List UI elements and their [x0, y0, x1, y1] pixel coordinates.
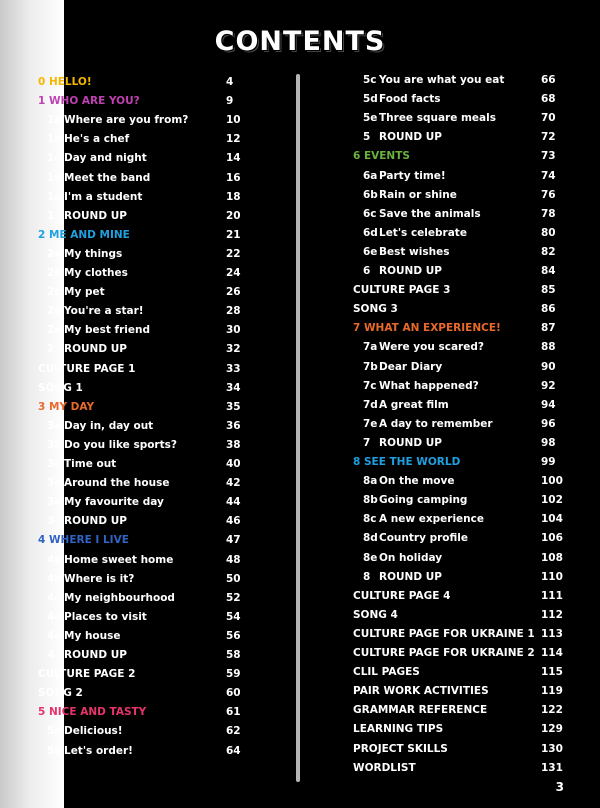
- entry-title: You are what you eat: [379, 74, 505, 86]
- entry-page-number: 32: [226, 343, 241, 356]
- entry-title: CULTURE PAGE FOR UKRAINE 1: [353, 627, 535, 640]
- entry-title: 0 HELLO!: [38, 76, 92, 88]
- entry-title: SONG 4: [353, 608, 398, 621]
- entry-page-number: 98: [541, 436, 556, 449]
- lesson-code: 6b: [363, 188, 378, 201]
- lesson-code: 8d: [363, 532, 378, 545]
- entry-title: Do you like sports?: [64, 438, 177, 451]
- entry-page-number: 78: [541, 207, 556, 220]
- entry-page-number: 100: [541, 475, 563, 488]
- entry-page-number: 58: [226, 649, 241, 661]
- entry-title: Meet the band: [64, 171, 151, 184]
- lesson-code: 2a: [47, 247, 62, 260]
- column-divider: [296, 74, 300, 782]
- entry-page-number: 62: [226, 725, 241, 738]
- lesson-code: 1a: [47, 114, 62, 127]
- entry-page-number: 119: [541, 685, 563, 698]
- lesson-code: 6d: [363, 226, 378, 239]
- entry-page-number: 33: [226, 362, 241, 375]
- entry-title: CULTURE PAGE 4: [353, 589, 451, 602]
- entry-page-number: 80: [541, 226, 556, 239]
- entry-title: You're a star!: [64, 305, 144, 318]
- entry-title: My things: [64, 247, 123, 260]
- lesson-code: 7d: [363, 398, 378, 411]
- entry-page-number: 24: [226, 267, 241, 279]
- entry-page-number: 76: [541, 188, 556, 201]
- entry-title: 1 WHO ARE YOU?: [38, 95, 140, 108]
- entry-page-number: 16: [226, 171, 241, 184]
- entry-page-number: 88: [541, 341, 556, 354]
- entry-title: My favourite day: [64, 496, 164, 509]
- entry-page-number: 56: [226, 629, 241, 642]
- entry-page-number: 14: [226, 152, 241, 165]
- entry-title: ROUND UP: [64, 343, 127, 356]
- lesson-code: 1b: [47, 133, 62, 146]
- entry-page-number: 52: [226, 591, 241, 604]
- entry-page-number: 66: [541, 74, 556, 86]
- entry-title: He's a chef: [64, 133, 130, 146]
- entry-title: ROUND UP: [379, 265, 442, 277]
- entry-page-number: 42: [226, 477, 241, 490]
- entry-page-number: 60: [226, 687, 241, 700]
- entry-title: WORDLIST: [353, 761, 416, 774]
- lesson-code: 8c: [363, 513, 377, 526]
- entry-title: Best wishes: [379, 245, 450, 258]
- lesson-code: 1e: [47, 190, 62, 203]
- lesson-code: 3b: [47, 438, 62, 451]
- page-number: 3: [555, 780, 564, 794]
- entry-page-number: 34: [226, 381, 241, 394]
- lesson-code: 2c: [47, 286, 61, 299]
- entry-page-number: 87: [541, 322, 556, 335]
- entry-page-number: 82: [541, 245, 556, 258]
- entry-page-number: 85: [541, 284, 556, 297]
- lesson-code: 6a: [363, 169, 378, 182]
- entry-page-number: 10: [226, 114, 241, 127]
- entry-title: GRAMMAR REFERENCE: [353, 704, 488, 717]
- entry-title: My best friend: [64, 324, 150, 337]
- entry-page-number: 35: [226, 400, 241, 413]
- entry-title: ROUND UP: [64, 515, 127, 528]
- entry-page-number: 115: [541, 666, 563, 679]
- entry-title: Time out: [64, 458, 117, 470]
- lesson-code: 3e: [47, 496, 62, 509]
- entry-page-number: 129: [541, 723, 563, 736]
- lesson-code: 3a: [47, 419, 62, 432]
- entry-title: CULTURE PAGE 1: [38, 362, 136, 375]
- lesson-code: 3: [47, 515, 55, 528]
- entry-title: PAIR WORK ACTIVITIES: [353, 685, 489, 698]
- entry-page-number: 54: [226, 610, 241, 623]
- entry-title: CULTURE PAGE 2: [38, 668, 136, 681]
- entry-title: A day to remember: [379, 417, 493, 430]
- entry-title: Day and night: [64, 152, 147, 165]
- lesson-code: 7c: [363, 379, 377, 392]
- entry-title: Food facts: [379, 93, 441, 106]
- entry-title: Where are you from?: [64, 114, 189, 127]
- lesson-code: 6e: [363, 245, 378, 258]
- entry-title: ROUND UP: [379, 570, 442, 583]
- lesson-code: 2e: [47, 324, 62, 337]
- lesson-code: 8b: [363, 494, 378, 507]
- entry-page-number: 26: [226, 286, 241, 299]
- lesson-code: 8e: [363, 551, 378, 564]
- entry-page-number: 38: [226, 438, 241, 451]
- lesson-code: 6: [363, 265, 371, 277]
- entry-title: 3 MY DAY: [38, 400, 95, 413]
- entry-page-number: 99: [541, 456, 556, 468]
- entry-title: 5 NICE AND TASTY: [38, 706, 147, 719]
- entry-title: Delicious!: [64, 725, 123, 738]
- lesson-code: 5b: [47, 744, 62, 757]
- entry-title: 2 ME AND MINE: [38, 228, 130, 241]
- entry-title: 4 WHERE I LIVE: [38, 534, 129, 547]
- lesson-code: 4b: [47, 572, 62, 585]
- entry-title: Going camping: [379, 494, 468, 507]
- entry-page-number: 86: [541, 303, 556, 316]
- entry-page-number: 22: [226, 247, 241, 260]
- entry-title: Let's order!: [64, 744, 133, 757]
- lesson-code: 3c: [47, 458, 61, 470]
- entry-title: Rain or shine: [379, 188, 457, 201]
- entry-page-number: 64: [226, 744, 241, 757]
- entry-title: CULTURE PAGE FOR UKRAINE 2: [353, 647, 535, 659]
- entry-page-number: 108: [541, 551, 563, 564]
- entry-page-number: 40: [226, 458, 241, 470]
- entry-page-number: 28: [226, 305, 241, 318]
- entry-page-number: 59: [226, 668, 241, 681]
- lesson-code: 1: [47, 209, 55, 222]
- entry-page-number: 110: [541, 570, 563, 583]
- entry-page-number: 70: [541, 112, 556, 125]
- entry-page-number: 44: [226, 496, 241, 509]
- entry-title: PROJECT SKILLS: [353, 742, 448, 755]
- entry-title: Where is it?: [64, 572, 135, 585]
- lesson-code: 3d: [47, 477, 62, 490]
- entry-page-number: 73: [541, 150, 556, 163]
- entry-title: On holiday: [379, 551, 443, 564]
- lesson-code: 2: [47, 343, 55, 356]
- entry-page-number: 122: [541, 704, 563, 717]
- entry-page-number: 74: [541, 169, 556, 182]
- entry-page-number: 113: [541, 627, 563, 640]
- lesson-code: 7e: [363, 417, 378, 430]
- entry-title: Country profile: [379, 532, 468, 545]
- lesson-code: 1c: [47, 152, 61, 165]
- lesson-code: 5e: [363, 112, 378, 125]
- entry-title: Three square meals: [379, 112, 496, 125]
- entry-page-number: 112: [541, 608, 563, 621]
- lesson-code: 7a: [363, 341, 378, 354]
- page-title: CONTENTS: [214, 26, 386, 57]
- entry-title: My pet: [64, 286, 105, 299]
- entry-title: My house: [64, 629, 121, 642]
- entry-title: ROUND UP: [64, 649, 127, 661]
- entry-title: ROUND UP: [64, 209, 127, 222]
- entry-title: SONG 2: [38, 687, 83, 700]
- entry-title: 8 SEE THE WORLD: [353, 456, 461, 468]
- entry-page-number: 94: [541, 398, 556, 411]
- lesson-code: 4e: [47, 629, 62, 642]
- entry-title: Places to visit: [64, 610, 147, 623]
- lesson-code: 4c: [47, 591, 61, 604]
- entry-title: Save the animals: [379, 207, 481, 220]
- lesson-code: 4d: [47, 610, 62, 623]
- entry-page-number: 96: [541, 417, 556, 430]
- entry-page-number: 111: [541, 589, 563, 602]
- entry-title: Party time!: [379, 169, 446, 182]
- entry-title: My neighbourhood: [64, 591, 175, 604]
- lesson-code: 8a: [363, 475, 378, 488]
- entry-title: 7 WHAT AN EXPERIENCE!: [353, 322, 501, 335]
- entry-page-number: 104: [541, 513, 563, 526]
- entry-page-number: 72: [541, 131, 556, 144]
- lesson-code: 7: [363, 436, 371, 449]
- entry-page-number: 12: [226, 133, 241, 146]
- entry-page-number: 48: [226, 553, 241, 566]
- entry-page-number: 47: [226, 534, 241, 547]
- entry-page-number: 50: [226, 572, 241, 585]
- entry-title: Around the house: [64, 477, 170, 490]
- entry-page-number: 131: [541, 761, 563, 774]
- lesson-code: 5d: [363, 93, 378, 106]
- entry-title: CLIL PAGES: [353, 666, 420, 679]
- entry-title: CULTURE PAGE 3: [353, 284, 451, 297]
- entry-title: Home sweet home: [64, 553, 174, 566]
- entry-title: ROUND UP: [379, 131, 442, 144]
- entry-page-number: 130: [541, 742, 563, 755]
- entry-page-number: 92: [541, 379, 556, 392]
- entry-page-number: 61: [226, 706, 241, 719]
- entry-page-number: 21: [226, 228, 241, 241]
- entry-title: Let's celebrate: [379, 226, 467, 239]
- entry-page-number: 18: [226, 190, 241, 203]
- lesson-code: 2b: [47, 267, 62, 279]
- lesson-code: 4a: [47, 553, 62, 566]
- entry-title: What happened?: [379, 379, 479, 392]
- entry-title: Dear Diary: [379, 360, 443, 373]
- entry-title: 6 EVENTS: [353, 150, 410, 163]
- entry-page-number: 68: [541, 93, 556, 106]
- lesson-code: 1d: [47, 171, 62, 184]
- entry-title: My clothes: [64, 267, 128, 279]
- entry-title: ROUND UP: [379, 436, 442, 449]
- entry-title: SONG 3: [353, 303, 398, 316]
- lesson-code: 7b: [363, 360, 378, 373]
- entry-page-number: 106: [541, 532, 563, 545]
- lesson-code: 2d: [47, 305, 62, 318]
- entry-page-number: 30: [226, 324, 241, 337]
- entry-title: On the move: [379, 475, 455, 488]
- entry-title: I'm a student: [64, 190, 143, 203]
- entry-page-number: 36: [226, 419, 241, 432]
- lesson-code: 5: [363, 131, 371, 144]
- entry-title: Were you scared?: [379, 341, 484, 354]
- entry-page-number: 9: [226, 95, 234, 108]
- lesson-code: 4: [47, 649, 55, 661]
- entry-page-number: 102: [541, 494, 563, 507]
- entry-title: LEARNING TIPS: [353, 723, 444, 736]
- entry-page-number: 20: [226, 209, 241, 222]
- entry-page-number: 84: [541, 265, 556, 277]
- entry-title: Day in, day out: [64, 419, 154, 432]
- entry-title: A great film: [379, 398, 449, 411]
- lesson-code: 5c: [363, 74, 377, 86]
- entry-title: A new experience: [379, 513, 484, 526]
- entry-page-number: 46: [226, 515, 241, 528]
- entry-page-number: 114: [541, 647, 563, 659]
- entry-title: SONG 1: [38, 381, 83, 394]
- lesson-code: 5a: [47, 725, 62, 738]
- entry-page-number: 90: [541, 360, 556, 373]
- entry-page-number: 4: [226, 76, 234, 88]
- lesson-code: 6c: [363, 207, 377, 220]
- lesson-code: 8: [363, 570, 371, 583]
